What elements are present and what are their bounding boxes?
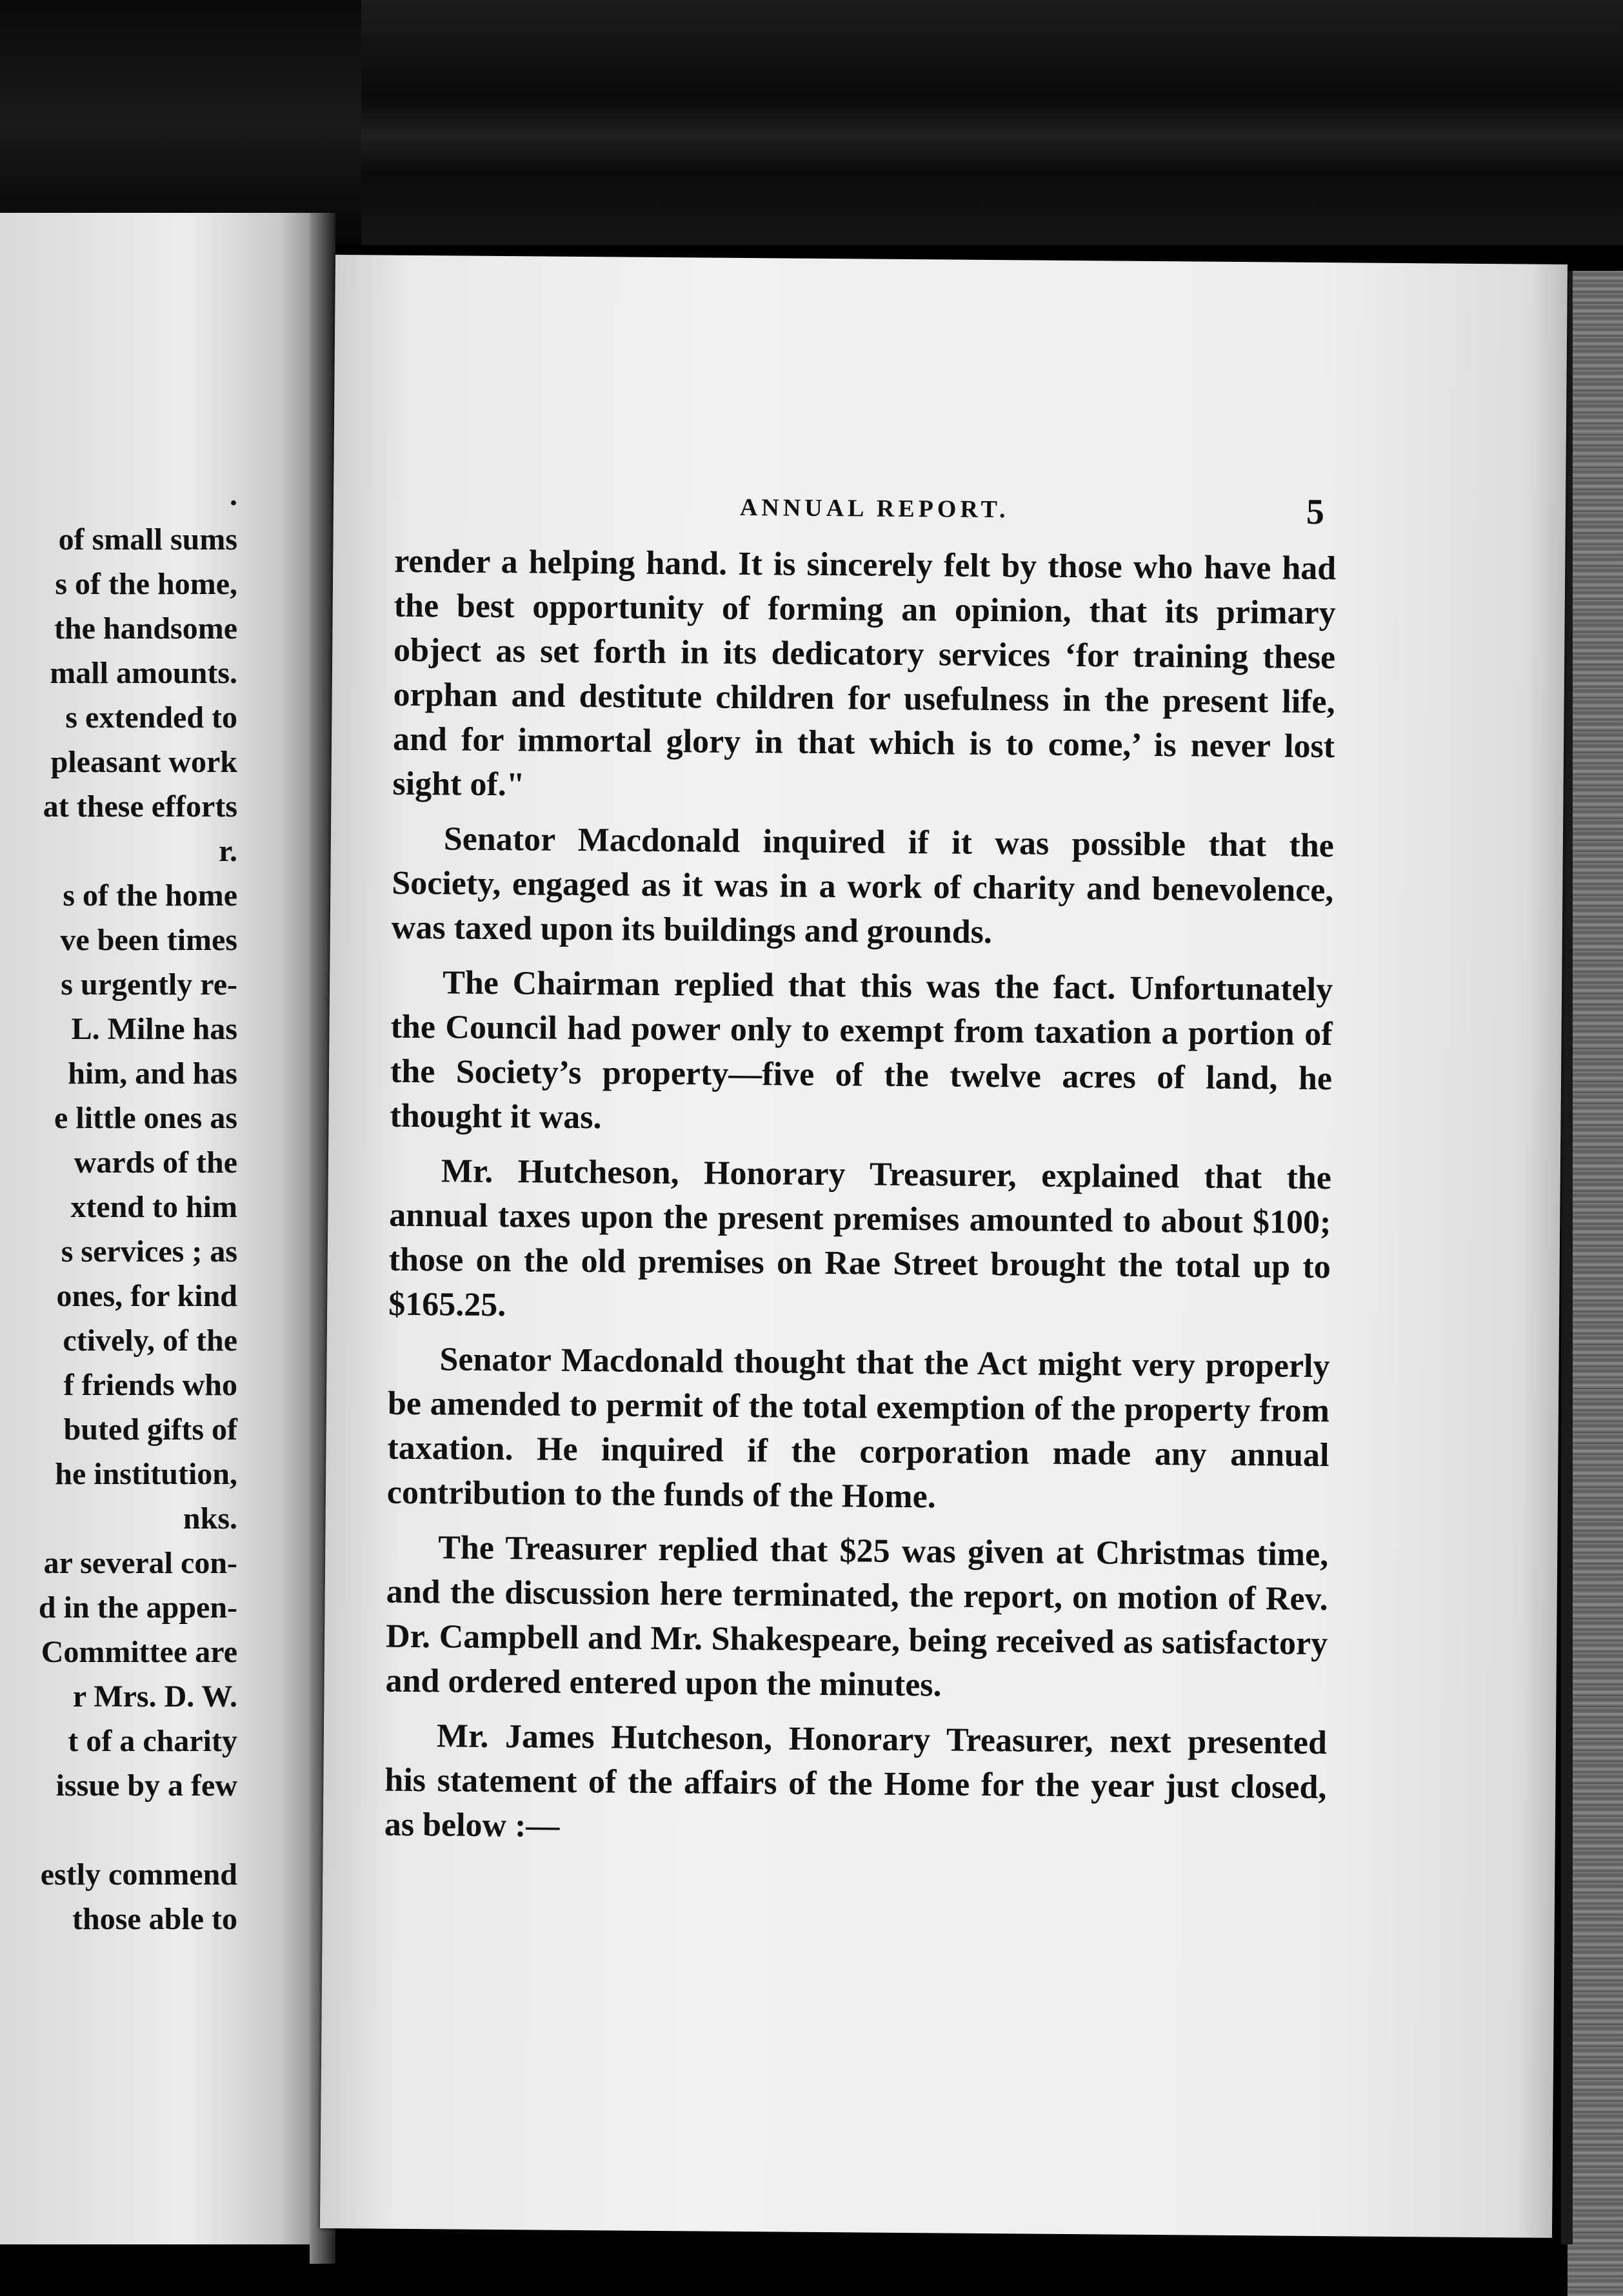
page-edges [1568, 271, 1623, 2296]
left-page-line: the handsome [54, 611, 237, 646]
left-page-line: pleasant work [50, 745, 237, 779]
left-page-line: ar several con- [43, 1546, 237, 1580]
left-page [0, 213, 310, 2244]
left-page-line: s of the home, [55, 567, 237, 601]
left-page-line: buted gifts of [63, 1412, 237, 1447]
scan-background-top-left [0, 0, 361, 245]
left-page-line: estly commend [40, 1857, 237, 1892]
left-page-line: those able to [72, 1902, 237, 1936]
left-page-line: nks. [183, 1501, 237, 1536]
left-page-line: he institution, [55, 1457, 237, 1491]
running-head: ANNUAL REPORT. [739, 493, 1010, 524]
left-page-line: L. Milne has [71, 1012, 237, 1046]
left-page-line: d in the appen- [38, 1590, 237, 1625]
paragraph: Senator Macdonald thought that the Act might very properly be amended to permit of the total exemption of the property from taxation. He inquired if the corporation made any annual contribution to the funds of the Home. [386, 1341, 1330, 1516]
paragraph: render a helping hand. It is sincerely felt by those who have had the best opportunity of forming an opinion, that its primary object as set forth in its dedicatory services ‘for training these orphan and destitute children for usefulness in the present life, and for immortal glory in that which is to come,’ is never lost sight of." [392, 542, 1337, 804]
left-page-line: Committee are [41, 1635, 237, 1669]
paragraph: The Treasurer replied that $25 was given at Christmas time, and the discussion here terminated, the report, on motion of Rev. Dr. Campbell and Mr. Shakespeare, being received as satisfactory and ordered entered upon the minutes. [385, 1529, 1329, 1704]
page-number: 5 [1306, 491, 1325, 533]
left-page-line: s urgently re- [61, 967, 237, 1002]
page-body [384, 539, 1336, 1865]
paragraph: Mr. Hutcheson, Honorary Treasurer, explained that the annual taxes upon the present premises amounted to about $100; those on the old premises on Rae Street brought the total up to $165.25. [388, 1153, 1332, 1324]
book-binding-top [361, 0, 1623, 245]
paragraph: Senator Macdonald inquired if it was possible that the Society, engaged as it was in a work of charity and benevolence, was taxed upon its buildings and grounds. [391, 820, 1335, 951]
left-page-line: xtend to him [70, 1190, 237, 1224]
paragraph: The Chairman replied that this was the fact. Unfortunately the Council had power only to exempt from taxation a portion of the Society’s property—five of the twelve acres of land, he thought it was. [390, 964, 1333, 1136]
paragraph: Mr. James Hutcheson, Honorary Treasurer, next presented his statement of the affairs of the Home for the year just closed, as below :— [384, 1717, 1328, 1845]
left-page-line: him, and has [68, 1056, 237, 1091]
left-page-line: of small sums [58, 522, 237, 557]
left-page-line: issue by a few [55, 1768, 237, 1803]
left-page-line: r Mrs. D. W. [72, 1679, 237, 1714]
left-page-line: s of the home [63, 878, 237, 913]
left-page-line: e little ones as [54, 1101, 237, 1135]
left-page-line: s extended to [65, 700, 237, 735]
right-page [320, 255, 1568, 2238]
left-page-line: ctively, of the [63, 1323, 237, 1358]
left-page-line: . [230, 478, 237, 512]
left-page-line: r. [219, 834, 237, 868]
left-page-line: s services ; as [61, 1234, 237, 1269]
left-page-line: f friends who [63, 1368, 237, 1402]
left-page-line: t of a charity [68, 1724, 237, 1758]
left-page-line: ve been times [60, 923, 237, 957]
left-page-line: at these efforts [43, 789, 237, 824]
left-page-line: ones, for kind [56, 1279, 237, 1313]
left-page-line: mall amounts. [50, 656, 237, 690]
left-page-line: wards of the [74, 1145, 237, 1180]
